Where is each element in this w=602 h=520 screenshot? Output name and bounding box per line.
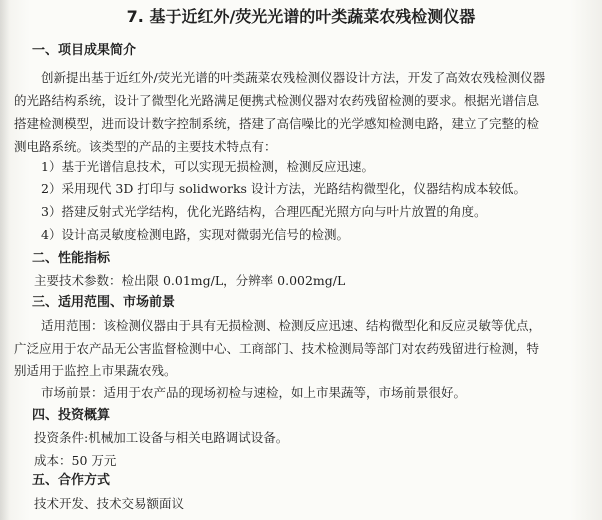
section-heading-scope-market: 三、适用范围、市场前景 — [32, 295, 176, 310]
market-line-1: 市场前景：适用于农产品的现场初检与速检，如上市果蔬等，市场前景很好。 — [41, 385, 467, 400]
section-heading-investment: 四、投资概算 — [32, 408, 111, 423]
section-heading-performance: 二、性能指标 — [32, 251, 111, 266]
scope-line-3: 别适用于监控上市果蔬农残。 — [14, 363, 177, 378]
performance-line-1: 主要技术参数：检出限 0.01mg/L，分辨率 0.002mg/L — [34, 273, 346, 288]
summary-line-4: 测电路系统。该类型的产品的主要技术特点有： — [14, 139, 277, 154]
section-heading-cooperation: 五、合作方式 — [32, 473, 111, 488]
scope-line-2: 广泛应用于农产品无公害监督检测中心、工商部门、技术检测局等部门对农药残留进行检测，特 — [14, 341, 540, 356]
document-title: 7. 基于近红外/荧光光谱的叶类蔬菜农残检测仪器 — [126, 7, 476, 26]
page-edge-shadow — [0, 0, 10, 520]
investment-line-1: 投资条件:机械加工设备与相关电路调试设备。 — [34, 430, 289, 445]
feature-item-1: 1）基于光谱信息技术，可以实现无损检测，检测反应迅速。 — [41, 159, 374, 174]
summary-line-2: 的光路结构系统，设计了微型化光路满足便携式检测仪器对农药残留检测的要求。根据光谱信息 — [14, 93, 540, 108]
scope-line-1: 适用范围：该检测仪器由于具有无损检测、检测反应迅速、结构微型化和反应灵敏等优点， — [41, 318, 542, 333]
feature-item-4: 4）设计高灵敏度检测电路，实现对微弱光信号的检测。 — [41, 227, 349, 242]
summary-line-1: 创新提出基于近红外/荧光光谱的叶类蔬菜农残检测仪器设计方法，开发了高效农残检测仪器 — [41, 70, 546, 85]
summary-line-3: 搭建检测模型，进而设计数字控制系统，搭建了高信噪比的光学感知检测电路，建立了完整的检 — [14, 116, 540, 131]
cooperation-line-1: 技术开发、技术交易额面议 — [34, 496, 185, 511]
section-heading-summary: 一、项目成果简介 — [32, 43, 137, 58]
investment-line-2: 成本：50 万元 — [34, 453, 117, 468]
feature-item-2: 2）采用现代 3D 打印与 solidworks 设计方法，光路结构微型化，仪器结构成本较低。 — [41, 181, 526, 196]
feature-item-3: 3）搭建反射式光学结构，优化光路结构，合理匹配光照方向与叶片放置的角度。 — [41, 204, 487, 219]
